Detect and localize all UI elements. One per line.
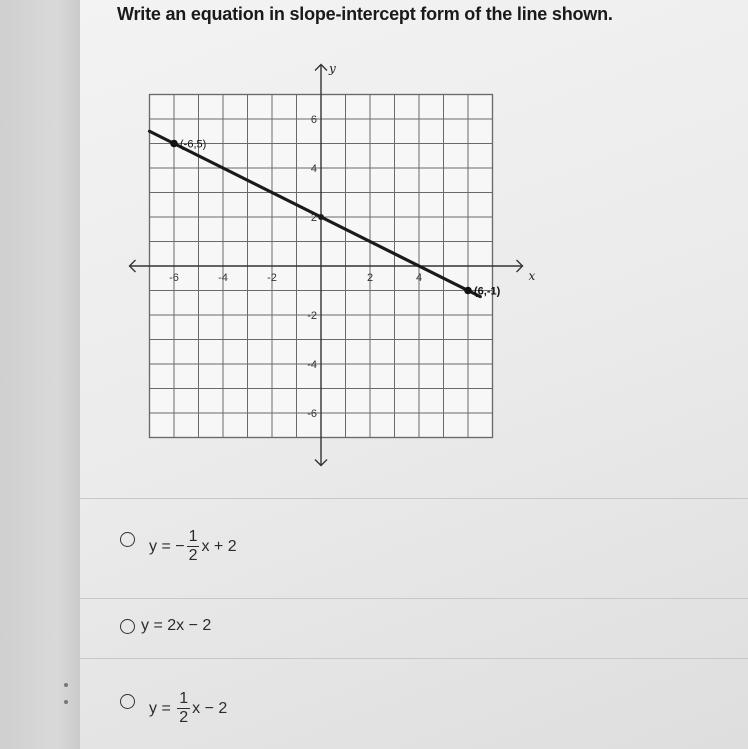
y-axis-label: y <box>329 61 336 76</box>
y-tick-label: 6 <box>310 114 317 126</box>
fraction-denominator: 2 <box>179 709 189 726</box>
choice-divider <box>80 658 748 659</box>
y-tick-label: -2 <box>307 310 317 322</box>
equation-1 <box>149 529 237 564</box>
margin-dot <box>64 683 68 687</box>
answer-choice-1[interactable] <box>120 515 237 564</box>
answer-choice-2[interactable] <box>120 617 211 635</box>
fraction-numerator: 1 <box>188 528 198 545</box>
x-tick-label: -6 <box>169 272 179 284</box>
margin-dot <box>64 700 68 704</box>
point-b-label: (6,-1) <box>474 285 501 298</box>
y-tick-label: 2 <box>310 212 317 224</box>
y-tick-label: 4 <box>310 163 317 175</box>
x-tick-label: -2 <box>267 272 277 284</box>
x-axis-label: x <box>528 269 536 283</box>
equation-suffix: x + 2 <box>201 537 237 555</box>
x-tick-label: 4 <box>415 272 423 284</box>
coordinate-graph <box>110 52 540 472</box>
point-b-marker <box>464 287 472 295</box>
question-text: Write an equation in slope-intercept form of the line shown. <box>117 4 613 24</box>
fraction-numerator: 1 <box>179 690 189 707</box>
radio-button[interactable] <box>120 694 135 709</box>
y-tick-label: -4 <box>307 359 317 371</box>
equation-prefix: y = <box>149 699 176 717</box>
radio-button[interactable] <box>120 619 135 634</box>
fraction <box>187 529 200 564</box>
radio-button[interactable] <box>120 532 135 547</box>
y-intercept-point <box>318 214 324 220</box>
fraction-denominator: 2 <box>188 547 198 564</box>
x-tick-label: 2 <box>366 272 374 284</box>
equation-suffix: x − 2 <box>192 699 228 717</box>
y-tick-label: -6 <box>307 408 317 420</box>
equation-prefix: y = <box>149 537 176 555</box>
choice-divider <box>80 498 748 499</box>
answer-choice-3[interactable] <box>120 677 227 726</box>
choice-divider <box>80 598 748 599</box>
equation-sign: − <box>175 537 185 555</box>
equation-3 <box>149 691 227 726</box>
point-a-marker <box>170 140 178 148</box>
fraction <box>177 691 190 726</box>
point-a-label: (-6,5) <box>180 138 207 151</box>
left-margin <box>0 0 80 749</box>
x-tick-label: -4 <box>218 272 228 284</box>
equation-2: y = 2x − 2 <box>141 617 212 634</box>
